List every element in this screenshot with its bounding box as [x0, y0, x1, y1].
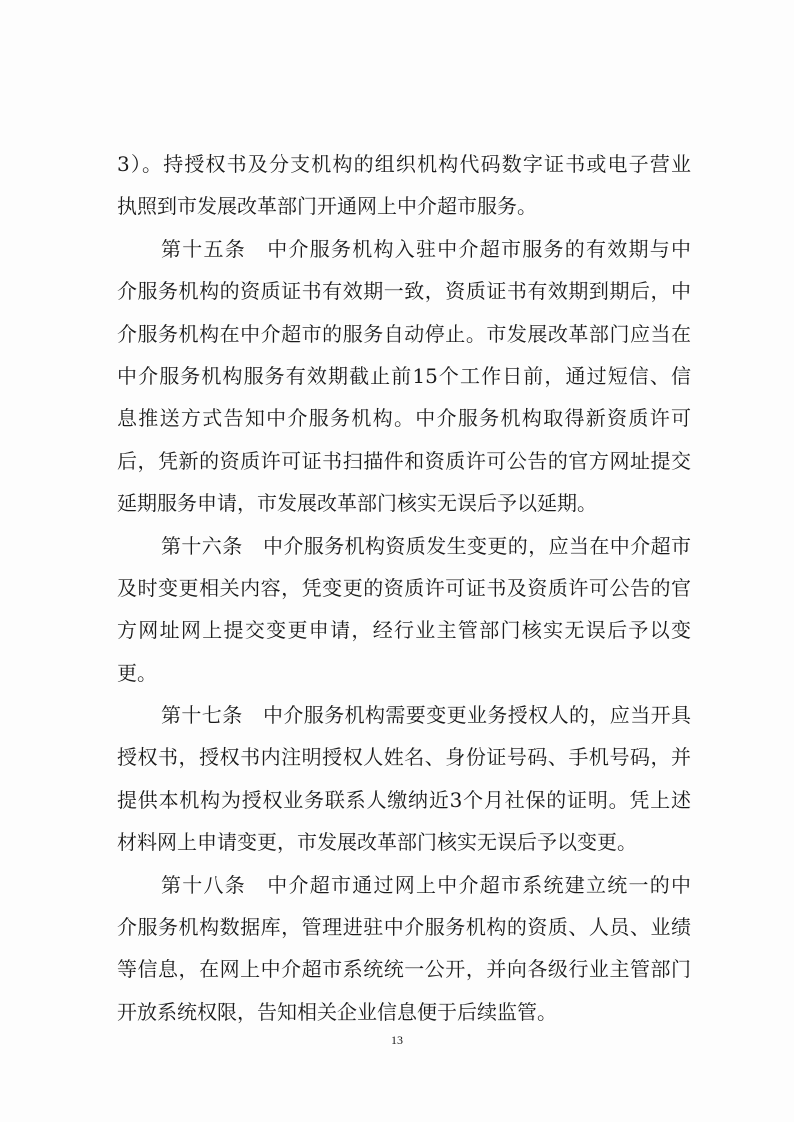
text-line: 材料网上申请变更，市发展改革部门核实无误后予以变更。: [117, 830, 637, 855]
text-line: 提供本机构为授权业务联系人缴纳近3个月社保的证明。凭上述: [117, 787, 691, 812]
text-line: 第十七条 中介服务机构需要变更业务授权人的，应当开具: [161, 703, 691, 728]
paragraph: [117, 867, 691, 1037]
text-line: 第十六条 中介服务机构资质发生变更的，应当在中介超市: [161, 533, 691, 558]
text-line: 更。: [117, 660, 157, 685]
page-number: 13: [391, 1033, 403, 1047]
text-line: 后，凭新的资质许可证书扫描件和资质许可公告的官方网址提交: [117, 448, 691, 473]
text-line: 等信息，在网上中介超市系统统一公开，并向各级行业主管部门: [117, 957, 691, 982]
text-line: 息推送方式告知中介服务机构。中介服务机构取得新资质许可: [117, 406, 691, 431]
text-line: 第十八条 中介超市通过网上中介超市系统建立统一的中: [161, 872, 691, 897]
text-line: 授权书，授权书内注明授权人姓名、身份证号码、手机号码，并: [117, 745, 691, 770]
document-body: [117, 146, 691, 1036]
text-line: 3）。持授权书及分支机构的组织机构代码数字证书或电子营业: [117, 152, 691, 176]
text-line: 开放系统权限，告知相关企业信息便于后续监管。: [117, 999, 557, 1024]
text-line: 中介服务机构服务有效期截止前15个工作日前，通过短信、信: [117, 363, 691, 388]
text-line: 第十五条 中介服务机构入驻中介超市服务的有效期与中: [161, 236, 691, 261]
text-line: 介服务机构的资质证书有效期一致，资质证书有效期到期后，中: [117, 279, 691, 304]
text-line: 及时变更相关内容，凭变更的资质许可证书及资质许可公告的官: [117, 575, 691, 600]
paragraph: [117, 528, 691, 698]
paragraph: [117, 697, 691, 867]
text-line: 介服务机构在中介超市的服务自动停止。市发展改革部门应当在: [117, 321, 691, 346]
paragraph: [117, 146, 691, 231]
text-line: 延期服务申请，市发展改革部门核实无误后予以延期。: [117, 491, 597, 516]
paragraph: [117, 231, 691, 528]
text-line: 介服务机构数据库，管理进驻中介服务机构的资质、人员、业绩: [117, 915, 691, 940]
text-line: 方网址网上提交变更申请，经行业主管部门核实无误后予以变: [117, 618, 691, 643]
text-line: 执照到市发展改革部门开通网上中介超市服务。: [117, 194, 537, 219]
